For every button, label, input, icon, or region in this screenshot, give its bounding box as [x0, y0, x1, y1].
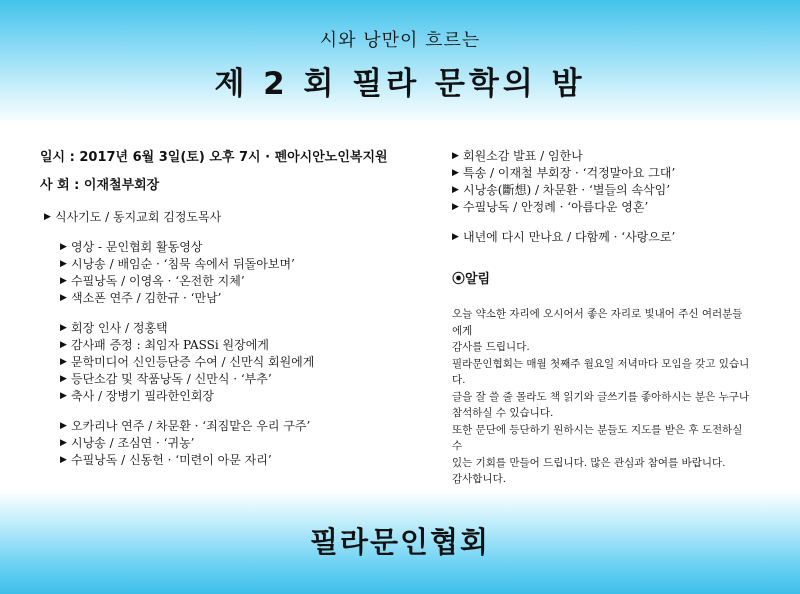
bullet-arrow-icon: ▶: [60, 276, 67, 286]
bullet-arrow-icon: ▶: [60, 357, 67, 367]
bullet-arrow-icon: ▶: [60, 323, 67, 333]
program-item: [40, 435, 420, 452]
notice-line: 있는 기회를 만들어 드립니다. 많은 관심과 참여를 바랍니다.: [452, 456, 726, 469]
event-subtitle: 시와 낭만이 흐르는: [319, 30, 481, 51]
program-item: [452, 165, 772, 182]
bullet-arrow-icon: ▶: [60, 293, 67, 303]
program-item-text: 감사패 증정 : 최임자 PASSi 원장에게: [71, 338, 269, 352]
bullet-arrow-icon: ▶: [44, 212, 51, 222]
program-item-text: 수필낭독 / 이영옥 · ‘온전한 지체’: [71, 274, 245, 288]
notice-line: 감사를 드립니다.: [452, 341, 530, 353]
event-title: 제 2 회 필라 문학의 밤: [214, 66, 586, 102]
program-item-text: 시낭송 / 조심연 · ‘귀농’: [71, 436, 195, 450]
program-item-text: 오카리나 연주 / 차문환 · ‘죄짐맡은 우리 구주’: [71, 419, 311, 433]
program-item: [40, 452, 420, 469]
bullet-arrow-icon: ▶: [452, 151, 459, 161]
bullet-arrow-icon: ▶: [60, 374, 67, 384]
bullet-arrow-icon: ▶: [452, 185, 459, 195]
program-item: [452, 199, 772, 216]
bullet-arrow-icon: ▶: [60, 455, 67, 465]
program-item: [40, 273, 420, 290]
bullet-arrow-icon: ▶: [60, 421, 67, 431]
program-item-text: 문학미디어 신인등단증 수여 / 신만식 회원에게: [71, 355, 315, 369]
event-host: 사 회 : 이재철부회장: [40, 178, 160, 193]
program-item-text: 식사기도 / 동지교회 김정도목사: [55, 210, 222, 224]
program-item: [452, 229, 772, 246]
program-item: [40, 320, 420, 337]
program-left-column: [40, 148, 420, 469]
program-item: [40, 337, 420, 354]
program-item-text: 등단소감 및 작품낭독 / 신만식 · ‘부추’: [71, 372, 272, 386]
program-item-text: 색소폰 연주 / 김한규 · ‘만남’: [71, 291, 222, 305]
notice-line: 필라문인협회는 매월 첫째주 월요일 저녁마다 모임을 갖고 있습니다.: [452, 357, 750, 386]
bullet-arrow-icon: ▶: [60, 391, 67, 401]
program-item-text: 수필낭독 / 안정례 · ‘아름다운 영혼’: [463, 200, 649, 214]
event-date-venue: 일시 : 2017년 6월 3일(토) 오후 7시 · 펜아시안노인복지원: [40, 150, 388, 165]
notice-line: 또한 문단에 등단하기 원하시는 분들도 지도를 받은 후 도전하실 수: [452, 423, 743, 452]
program-item: [40, 354, 420, 371]
bullet-arrow-icon: ▶: [60, 242, 67, 252]
program-item: [40, 371, 420, 388]
program-item-text: 특송 / 이재철 부회장 · ‘걱정말아요 그대’: [463, 166, 676, 180]
program-item: [40, 290, 420, 307]
program-item-text: 수필낭독 / 신동헌 · ‘미련이 아문 자리’: [71, 453, 272, 467]
notice-line: 오늘 약소한 자리에 오시어서 좋은 자리로 빛내어 주신 여러분들에게: [452, 308, 743, 337]
program-item: [40, 418, 420, 435]
program-item-text: 시낭송(斷想) / 차문환 · ‘별들의 속삭임’: [463, 183, 671, 197]
program-item-text: 내년에 다시 만나요 / 다함께 · ‘사랑으로’: [463, 230, 676, 244]
program-item-text: 시낭송 / 배임순 · ‘침묵 속에서 뒤돌아보며’: [71, 257, 295, 271]
program-item: [40, 239, 420, 256]
notice-line: 감사합니다.: [452, 473, 507, 485]
bullet-arrow-icon: ▶: [452, 202, 459, 212]
program-item: [452, 182, 772, 199]
notice-title: ⦿알림: [452, 272, 491, 287]
program-right-column: [452, 148, 772, 488]
bullet-arrow-icon: ▶: [452, 232, 459, 242]
organization-name: 필라문인협회: [309, 525, 491, 559]
bullet-arrow-icon: ▶: [452, 168, 459, 178]
bullet-arrow-icon: ▶: [60, 438, 67, 448]
program-item: [40, 256, 420, 273]
program-item-text: 회장 인사 / 정홍택: [71, 321, 168, 335]
bullet-arrow-icon: ▶: [60, 340, 67, 350]
notice-line: 글을 잘 쓸 줄 몰라도 책 읽기와 글쓰기를 좋아하시는 분은 누구나: [452, 390, 750, 403]
notice-line: 참석하실 수 있습니다.: [452, 407, 554, 419]
bullet-arrow-icon: ▶: [60, 259, 67, 269]
program-item: [40, 388, 420, 405]
program-item: [452, 148, 772, 165]
program-item-text: 회원소감 발표 / 임한나: [463, 149, 583, 163]
notice-body: [452, 306, 752, 488]
program-item: [40, 209, 420, 226]
program-item-text: 영상 - 문인협회 활동영상: [71, 240, 203, 254]
program-item-text: 축사 / 장병기 필라한인회장: [71, 389, 214, 403]
